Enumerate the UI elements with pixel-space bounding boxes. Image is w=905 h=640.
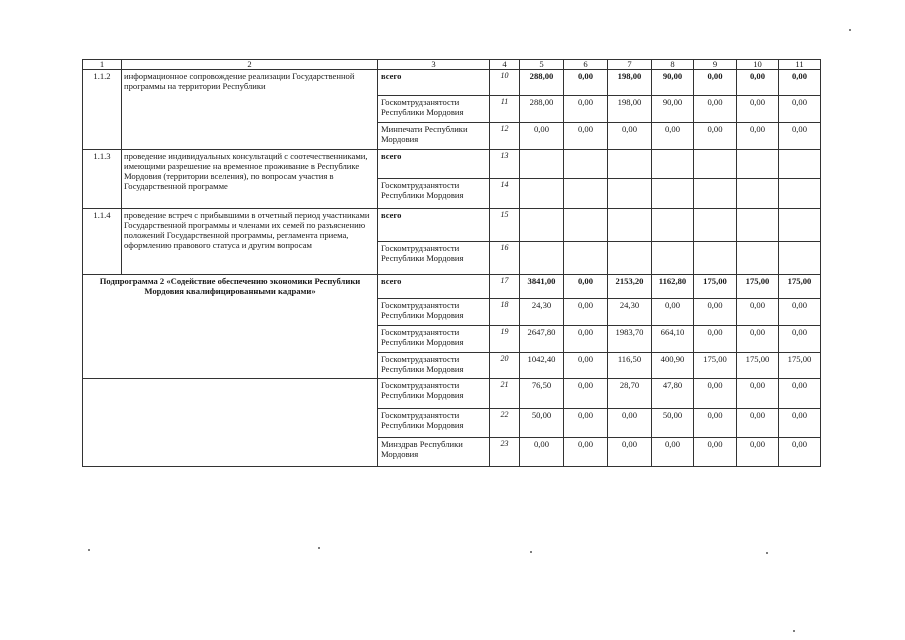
value-cell: 0,00 — [564, 409, 608, 438]
row-description: информационное сопровождение реализации Государственной программы на территории Республики — [122, 70, 378, 150]
funding-source: всего — [378, 150, 490, 179]
funding-source: Госкомтрудзанятости Республики Мордовия — [378, 379, 490, 409]
funding-source: всего — [378, 70, 490, 96]
value-cell — [737, 209, 779, 242]
value-cell — [737, 242, 779, 275]
value-cell: 24,30 — [608, 299, 652, 326]
table-row — [83, 209, 821, 242]
value-cell: 0,00 — [694, 409, 737, 438]
value-cell: 0,00 — [737, 70, 779, 96]
value-cell: 175,00 — [779, 275, 821, 299]
value-cell: 0,00 — [694, 326, 737, 353]
value-cell — [652, 179, 694, 209]
value-cell — [520, 150, 564, 179]
value-cell: 0,00 — [564, 438, 608, 467]
value-cell — [564, 150, 608, 179]
value-cell: 664,10 — [652, 326, 694, 353]
value-cell: 90,00 — [652, 70, 694, 96]
col-header-6: 6 — [564, 60, 608, 70]
value-cell: 0,00 — [564, 275, 608, 299]
line-number: 15 — [490, 209, 520, 242]
scan-speck — [530, 551, 532, 553]
line-number: 23 — [490, 438, 520, 467]
subprogram-title: Подпрограмма 2 «Содействие обеспечению экономики Республики Мордовия квалифицированными кадрами» — [83, 275, 378, 379]
value-cell: 0,00 — [564, 353, 608, 379]
value-cell: 1042,40 — [520, 353, 564, 379]
value-cell: 198,00 — [608, 70, 652, 96]
value-cell: 0,00 — [779, 438, 821, 467]
row-description: проведение индивидуальных консультаций с соотечественниками, имеющими разрешение на временное проживание в Республике Мордовия (территории вселения), по вопросам участия в Государственной программе — [122, 150, 378, 209]
value-cell: 0,00 — [737, 326, 779, 353]
value-cell: 0,00 — [737, 299, 779, 326]
value-cell: 116,50 — [608, 353, 652, 379]
budget-table — [82, 59, 821, 467]
funding-source: Госкомтрудзанятости Республики Мордовия — [378, 299, 490, 326]
value-cell: 0,00 — [608, 438, 652, 467]
value-cell — [737, 179, 779, 209]
value-cell — [608, 150, 652, 179]
value-cell — [779, 150, 821, 179]
value-cell: 0,00 — [779, 70, 821, 96]
scan-speck — [318, 547, 320, 549]
scan-speck — [849, 29, 851, 31]
value-cell — [694, 179, 737, 209]
value-cell — [779, 179, 821, 209]
col-header-9: 9 — [694, 60, 737, 70]
value-cell: 50,00 — [520, 409, 564, 438]
value-cell: 0,00 — [694, 438, 737, 467]
line-number: 22 — [490, 409, 520, 438]
value-cell: 0,00 — [779, 299, 821, 326]
value-cell — [779, 242, 821, 275]
value-cell: 0,00 — [737, 96, 779, 123]
value-cell — [652, 209, 694, 242]
value-cell: 0,00 — [779, 326, 821, 353]
value-cell: 0,00 — [779, 96, 821, 123]
value-cell: 0,00 — [520, 438, 564, 467]
funding-source: Минздрав Республики Мордовия — [378, 438, 490, 467]
value-cell — [652, 242, 694, 275]
value-cell: 0,00 — [564, 96, 608, 123]
col-header-11: 11 — [779, 60, 821, 70]
value-cell: 0,00 — [564, 299, 608, 326]
line-number: 16 — [490, 242, 520, 275]
value-cell: 0,00 — [652, 299, 694, 326]
row-code: 1.1.4 — [83, 209, 122, 275]
value-cell: 50,00 — [652, 409, 694, 438]
value-cell — [608, 242, 652, 275]
funding-source: Госкомтрудзанятости Республики Мордовия — [378, 242, 490, 275]
value-cell: 288,00 — [520, 96, 564, 123]
scan-speck — [793, 630, 795, 632]
value-cell: 28,70 — [608, 379, 652, 409]
value-cell: 0,00 — [520, 123, 564, 150]
value-cell: 2153,20 — [608, 275, 652, 299]
line-number: 10 — [490, 70, 520, 96]
value-cell — [694, 242, 737, 275]
value-cell: 0,00 — [737, 123, 779, 150]
table-row — [83, 70, 821, 96]
table-row — [83, 275, 821, 299]
value-cell — [564, 179, 608, 209]
value-cell: 0,00 — [608, 123, 652, 150]
value-cell: 0,00 — [694, 379, 737, 409]
value-cell: 47,80 — [652, 379, 694, 409]
line-number: 13 — [490, 150, 520, 179]
value-cell: 0,00 — [694, 299, 737, 326]
col-header-10: 10 — [737, 60, 779, 70]
value-cell: 0,00 — [564, 70, 608, 96]
value-cell: 0,00 — [564, 379, 608, 409]
line-number: 18 — [490, 299, 520, 326]
col-header-7: 7 — [608, 60, 652, 70]
value-cell: 288,00 — [520, 70, 564, 96]
col-header-4: 4 — [490, 60, 520, 70]
value-cell: 175,00 — [694, 275, 737, 299]
value-cell: 24,30 — [520, 299, 564, 326]
table-row — [83, 150, 821, 179]
value-cell: 198,00 — [608, 96, 652, 123]
value-cell: 2647,80 — [520, 326, 564, 353]
value-cell — [694, 150, 737, 179]
funding-source: Госкомтрудзанятости Республики Мордовия — [378, 96, 490, 123]
line-number: 20 — [490, 353, 520, 379]
value-cell: 1983,70 — [608, 326, 652, 353]
value-cell: 0,00 — [564, 123, 608, 150]
value-cell: 0,00 — [652, 123, 694, 150]
funding-source: Госкомтрудзанятости Республики Мордовия — [378, 409, 490, 438]
col-header-5: 5 — [520, 60, 564, 70]
value-cell: 175,00 — [779, 353, 821, 379]
value-cell — [652, 150, 694, 179]
value-cell — [520, 209, 564, 242]
row-code: 1.1.2 — [83, 70, 122, 150]
value-cell: 1162,80 — [652, 275, 694, 299]
value-cell: 0,00 — [737, 379, 779, 409]
col-header-8: 8 — [652, 60, 694, 70]
value-cell — [564, 242, 608, 275]
funding-source: Минпечати Республики Мордовия — [378, 123, 490, 150]
value-cell: 0,00 — [564, 326, 608, 353]
value-cell — [694, 209, 737, 242]
value-cell: 0,00 — [652, 438, 694, 467]
col-header-3: 3 — [378, 60, 490, 70]
line-number: 14 — [490, 179, 520, 209]
scan-speck — [766, 552, 768, 554]
value-cell — [737, 150, 779, 179]
funding-source: Госкомтрудзанятости Республики Мордовия — [378, 179, 490, 209]
value-cell: 400,90 — [652, 353, 694, 379]
table-row — [83, 379, 821, 409]
value-cell: 0,00 — [779, 379, 821, 409]
empty-cell — [83, 379, 378, 467]
value-cell: 0,00 — [779, 409, 821, 438]
value-cell: 0,00 — [608, 409, 652, 438]
value-cell: 3841,00 — [520, 275, 564, 299]
value-cell — [520, 242, 564, 275]
value-cell: 0,00 — [779, 123, 821, 150]
value-cell: 175,00 — [737, 353, 779, 379]
line-number: 19 — [490, 326, 520, 353]
value-cell: 76,50 — [520, 379, 564, 409]
row-code: 1.1.3 — [83, 150, 122, 209]
value-cell: 0,00 — [694, 96, 737, 123]
value-cell: 90,00 — [652, 96, 694, 123]
funding-source: Госкомтрудзанятости Республики Мордовия — [378, 326, 490, 353]
value-cell: 175,00 — [694, 353, 737, 379]
row-description: проведение встреч с прибывшими в отчетный период участниками Государственной программы и членами их семей по разъяснению положений Государственной программы, регламента приема, оформлению правового статуса и другим вопросам — [122, 209, 378, 275]
col-header-1: 1 — [83, 60, 122, 70]
value-cell: 0,00 — [737, 409, 779, 438]
line-number: 12 — [490, 123, 520, 150]
value-cell — [608, 209, 652, 242]
col-header-2: 2 — [122, 60, 378, 70]
value-cell: 0,00 — [694, 123, 737, 150]
header-row — [83, 60, 821, 70]
value-cell — [779, 209, 821, 242]
line-number: 21 — [490, 379, 520, 409]
scan-speck — [88, 549, 90, 551]
value-cell — [564, 209, 608, 242]
value-cell: 175,00 — [737, 275, 779, 299]
value-cell — [520, 179, 564, 209]
funding-source: всего — [378, 209, 490, 242]
value-cell: 0,00 — [737, 438, 779, 467]
line-number: 17 — [490, 275, 520, 299]
value-cell — [608, 179, 652, 209]
value-cell: 0,00 — [694, 70, 737, 96]
funding-source: всего — [378, 275, 490, 299]
line-number: 11 — [490, 96, 520, 123]
funding-source: Госкомтрудзанятости Республики Мордовия — [378, 353, 490, 379]
